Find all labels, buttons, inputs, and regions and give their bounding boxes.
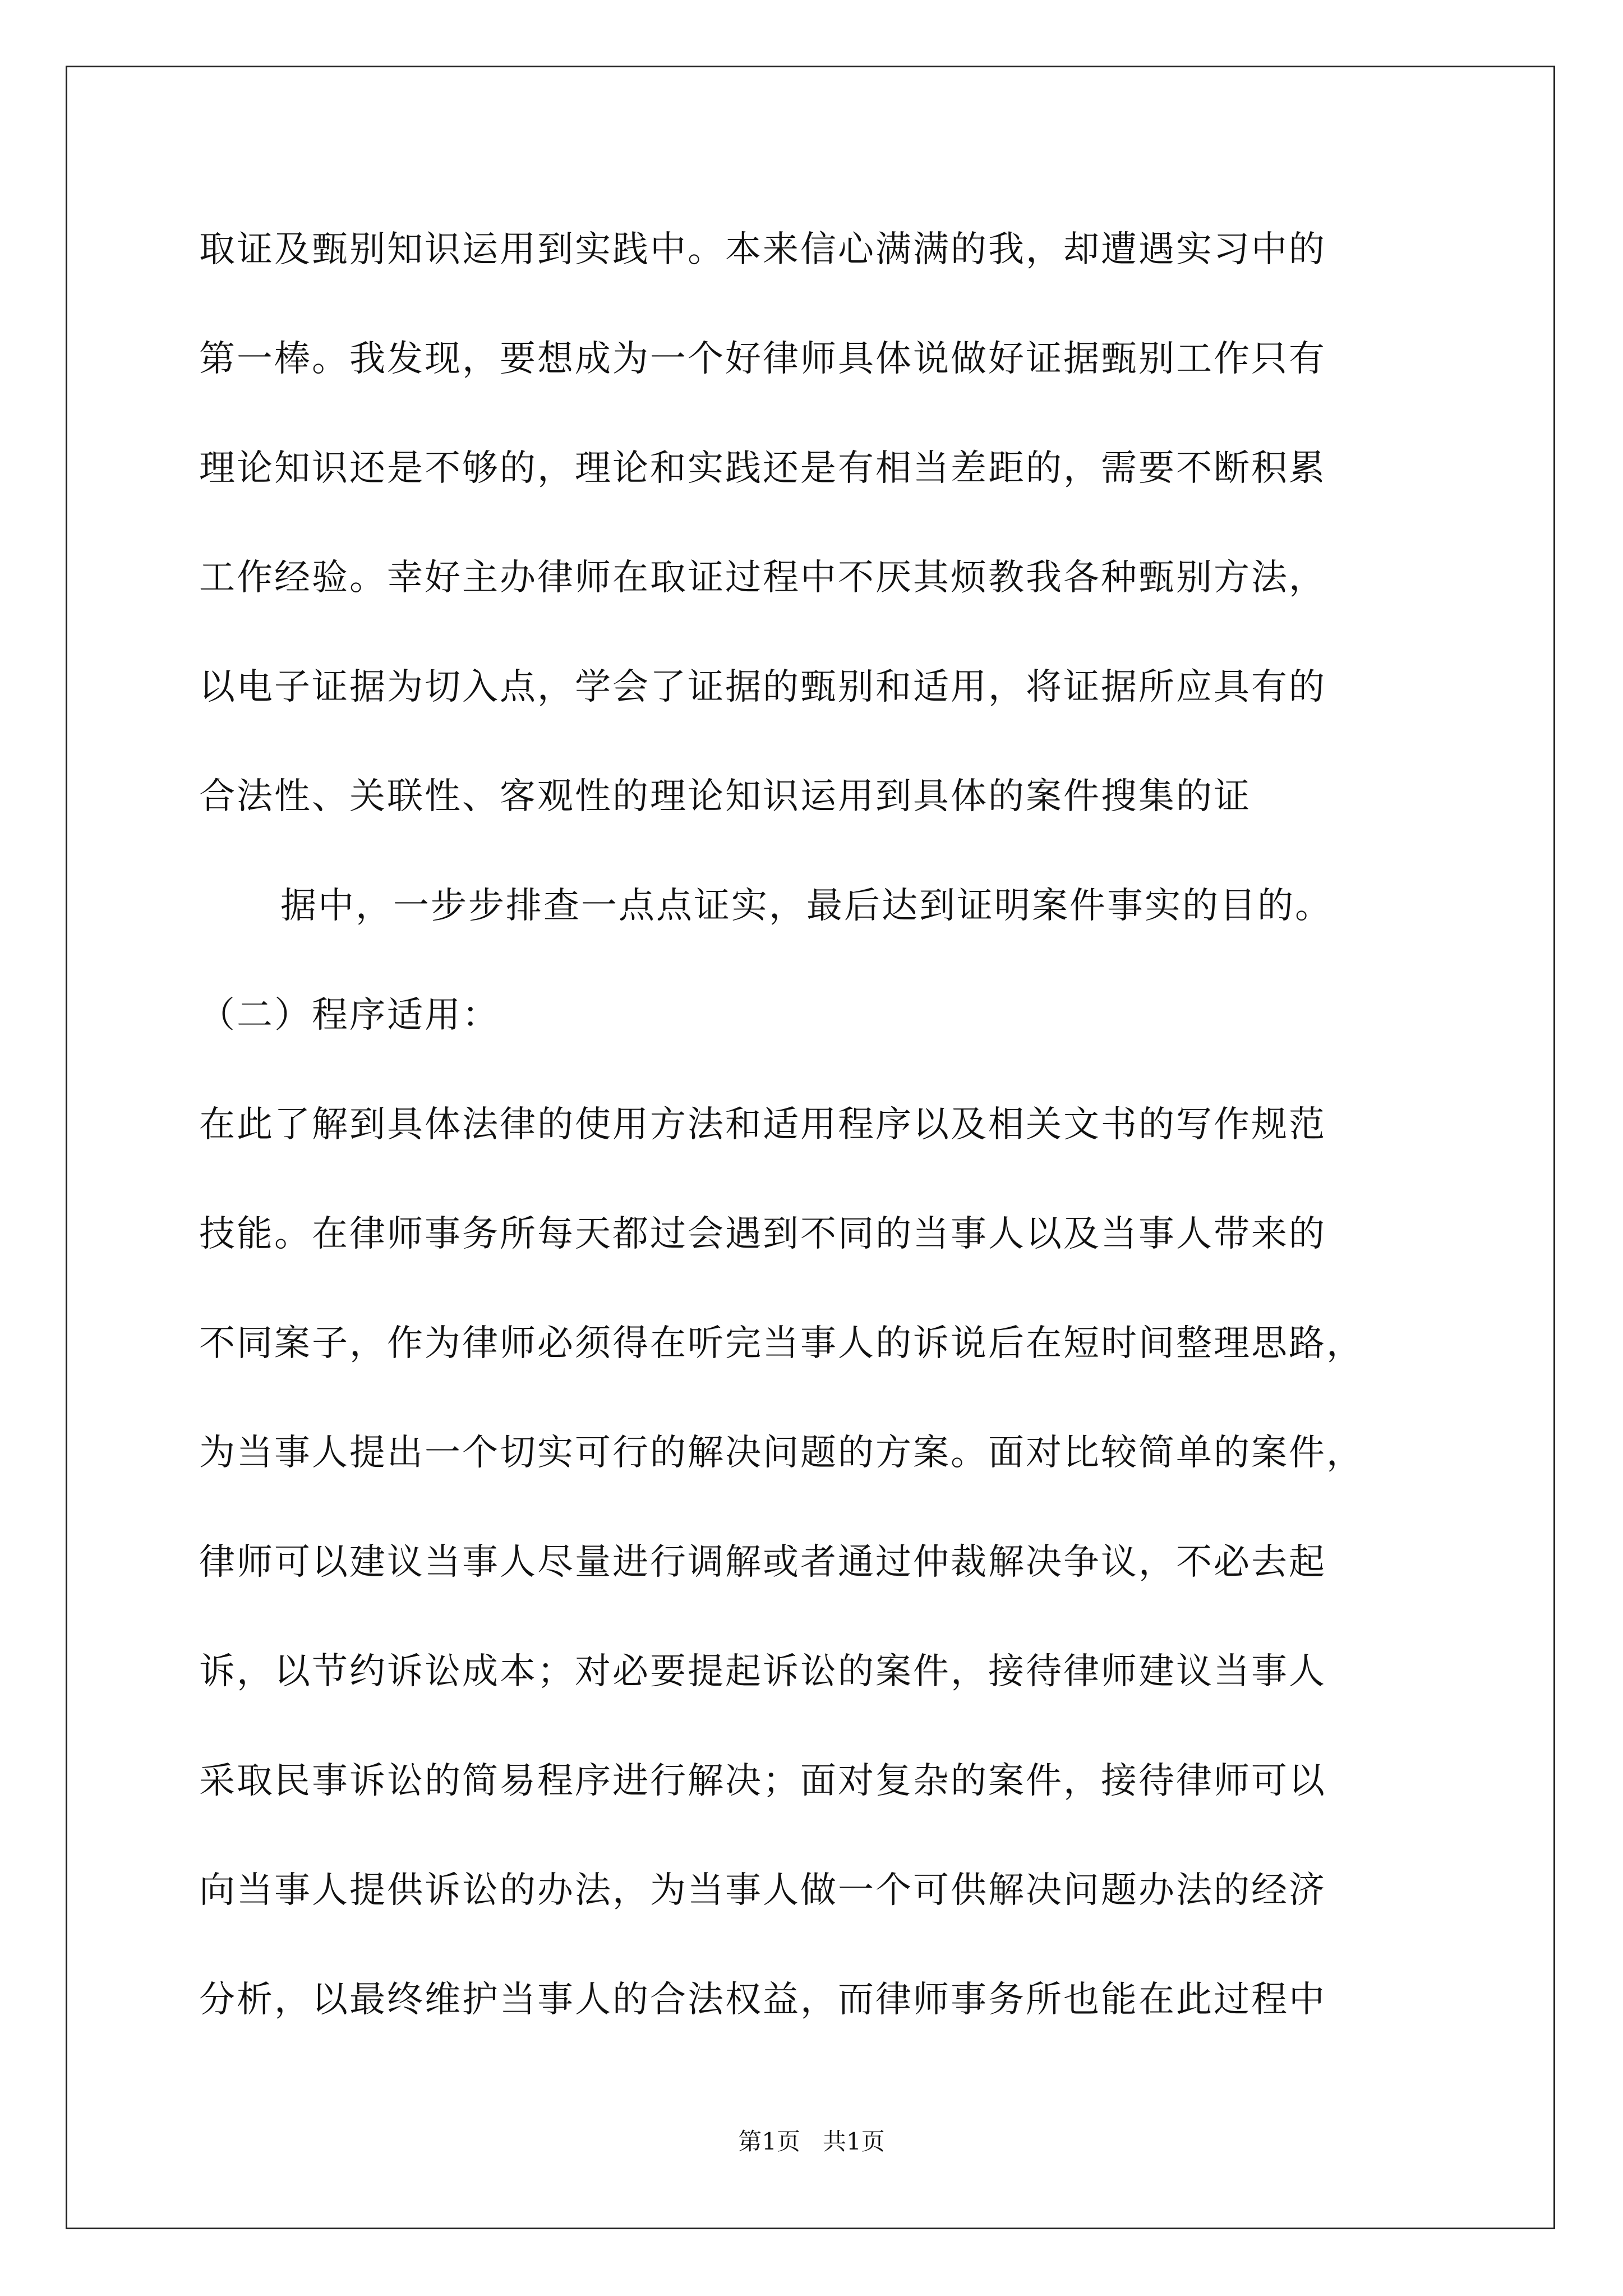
body-line: 合法性、关联性、客观性的理论知识运用到具体的案件搜集的证: [199, 776, 1251, 817]
page-footer: 第1页 共1页: [738, 2128, 885, 2155]
body-line: 第一棒。我发现，要想成为一个好律师具体说做好证据甄别工作只有: [199, 338, 1326, 380]
body-line: 不同案子，作为律师必须得在听完当事人的诉说后在短时间整理思路，: [199, 1323, 1364, 1364]
section-heading: （二）程序适用：: [199, 995, 500, 1036]
body-line: 为当事人提出一个切实可行的解决问题的方案。面对比较简单的案件，: [199, 1432, 1364, 1474]
body-line: 分析，以最终维护当事人的合法权益，而律师事务所也能在此过程中: [199, 1979, 1326, 2021]
body-line: 律师可以建议当事人尽量进行调解或者通过仲裁解决争议，不必去起: [199, 1542, 1326, 1583]
body-line: 工作经验。幸好主办律师在取证过程中不厌其烦教我各种甄别方法，: [199, 557, 1326, 599]
body-line: 向当事人提供诉讼的办法，为当事人做一个可供解决问题办法的经济: [199, 1870, 1326, 1911]
body-line: 理论知识还是不够的，理论和实践还是有相当差距的，需要不断积累: [199, 448, 1326, 489]
body-line: 诉，以节约诉讼成本；对必要提起诉讼的案件，接待律师建议当事人: [199, 1651, 1326, 1692]
body-line: 技能。在律师事务所每天都过会遇到不同的当事人以及当事人带来的: [199, 1213, 1326, 1255]
body-line: 以电子证据为切入点，学会了证据的甄别和适用，将证据所应具有的: [199, 666, 1326, 708]
body-line: 取证及甄别知识运用到实践中。本来信心满满的我，却遭遇实习中的: [199, 229, 1326, 270]
body-line-indented: 据中，一步步排查一点点证实，最后达到证明案件事实的目的。: [280, 885, 1332, 927]
body-line: 在此了解到具体法律的使用方法和适用程序以及相关文书的写作规范: [199, 1104, 1326, 1145]
body-line: 采取民事诉讼的简易程序进行解决；面对复杂的案件，接待律师可以: [199, 1760, 1326, 1802]
